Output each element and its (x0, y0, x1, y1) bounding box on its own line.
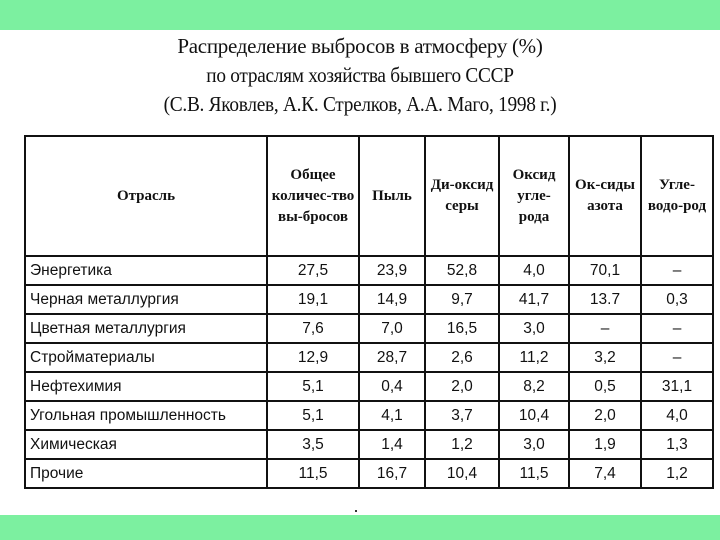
cell-dust: 4,1 (359, 401, 425, 430)
cell-co: 3,0 (499, 430, 569, 459)
cell-nox: 70,1 (569, 256, 641, 285)
cell-hc: – (641, 343, 713, 372)
cell-sector: Угольная промышленность (25, 401, 267, 430)
cell-sector: Прочие (25, 459, 267, 488)
table-row (25, 256, 713, 285)
header-so2: Ди-оксид серы (425, 136, 499, 256)
cell-so2: 16,5 (425, 314, 499, 343)
header-dust: Пыль (359, 136, 425, 256)
cell-dust: 1,4 (359, 430, 425, 459)
cell-so2: 2,6 (425, 343, 499, 372)
table-body (25, 256, 713, 488)
header-total: Общее количес-тво вы-бросов (267, 136, 359, 256)
cell-co: 10,4 (499, 401, 569, 430)
title-line-3: (С.В. Яковлев, А.К. Стрелков, А.А. Маго, 1998 г.) (163, 92, 557, 116)
table-row (25, 430, 713, 459)
cell-hc: 31,1 (641, 372, 713, 401)
cell-sector: Химическая (25, 430, 267, 459)
cell-co: 11,2 (499, 343, 569, 372)
cell-total: 7,6 (267, 314, 359, 343)
cell-hc: – (641, 256, 713, 285)
cell-so2: 3,7 (425, 401, 499, 430)
cell-so2: 9,7 (425, 285, 499, 314)
cell-hc: 4,0 (641, 401, 713, 430)
cell-nox: 2,0 (569, 401, 641, 430)
cell-dust: 14,9 (359, 285, 425, 314)
table-header-row (25, 136, 713, 256)
cell-nox: 1,9 (569, 430, 641, 459)
cell-hc: 0,3 (641, 285, 713, 314)
cell-dust: 28,7 (359, 343, 425, 372)
cell-co: 4,0 (499, 256, 569, 285)
cell-total: 11,5 (267, 459, 359, 488)
cell-total: 19,1 (267, 285, 359, 314)
table-row (25, 401, 713, 430)
cell-total: 5,1 (267, 401, 359, 430)
cell-nox: 0,5 (569, 372, 641, 401)
cell-co: 3,0 (499, 314, 569, 343)
slide (0, 30, 720, 515)
table-row (25, 372, 713, 401)
header-nox: Ок-сиды азота (569, 136, 641, 256)
title-line-2: по отраслям хозяйства бывшего СССР (206, 63, 514, 87)
table-row (25, 285, 713, 314)
cell-dust: 7,0 (359, 314, 425, 343)
emissions-table (24, 135, 714, 489)
cell-total: 3,5 (267, 430, 359, 459)
cell-hc: – (641, 314, 713, 343)
cell-hc: 1,2 (641, 459, 713, 488)
cell-sector: Черная металлургия (25, 285, 267, 314)
cell-hc: 1,3 (641, 430, 713, 459)
table-row (25, 314, 713, 343)
stray-mark (355, 510, 357, 512)
cell-total: 27,5 (267, 256, 359, 285)
cell-total: 5,1 (267, 372, 359, 401)
cell-dust: 16,7 (359, 459, 425, 488)
title-line-1: Распределение выбросов в атмосферу (%) (177, 34, 543, 58)
header-co: Оксид угле-рода (499, 136, 569, 256)
cell-dust: 0,4 (359, 372, 425, 401)
top-accent-band (0, 0, 720, 30)
bottom-accent-band (0, 515, 720, 540)
cell-nox: 3,2 (569, 343, 641, 372)
table-row (25, 343, 713, 372)
cell-so2: 1,2 (425, 430, 499, 459)
cell-sector: Энергетика (25, 256, 267, 285)
cell-so2: 2,0 (425, 372, 499, 401)
cell-co: 8,2 (499, 372, 569, 401)
cell-total: 12,9 (267, 343, 359, 372)
header-hc: Угле-водо-род (641, 136, 713, 256)
cell-so2: 52,8 (425, 256, 499, 285)
cell-sector: Стройматериалы (25, 343, 267, 372)
table-row (25, 459, 713, 488)
header-sector: Отрасль (25, 136, 267, 256)
cell-co: 11,5 (499, 459, 569, 488)
cell-sector: Нефтехимия (25, 372, 267, 401)
cell-so2: 10,4 (425, 459, 499, 488)
cell-co: 41,7 (499, 285, 569, 314)
slide-title (0, 32, 720, 119)
cell-nox: 7,4 (569, 459, 641, 488)
cell-nox: – (569, 314, 641, 343)
cell-nox: 13.7 (569, 285, 641, 314)
cell-sector: Цветная металлургия (25, 314, 267, 343)
cell-dust: 23,9 (359, 256, 425, 285)
